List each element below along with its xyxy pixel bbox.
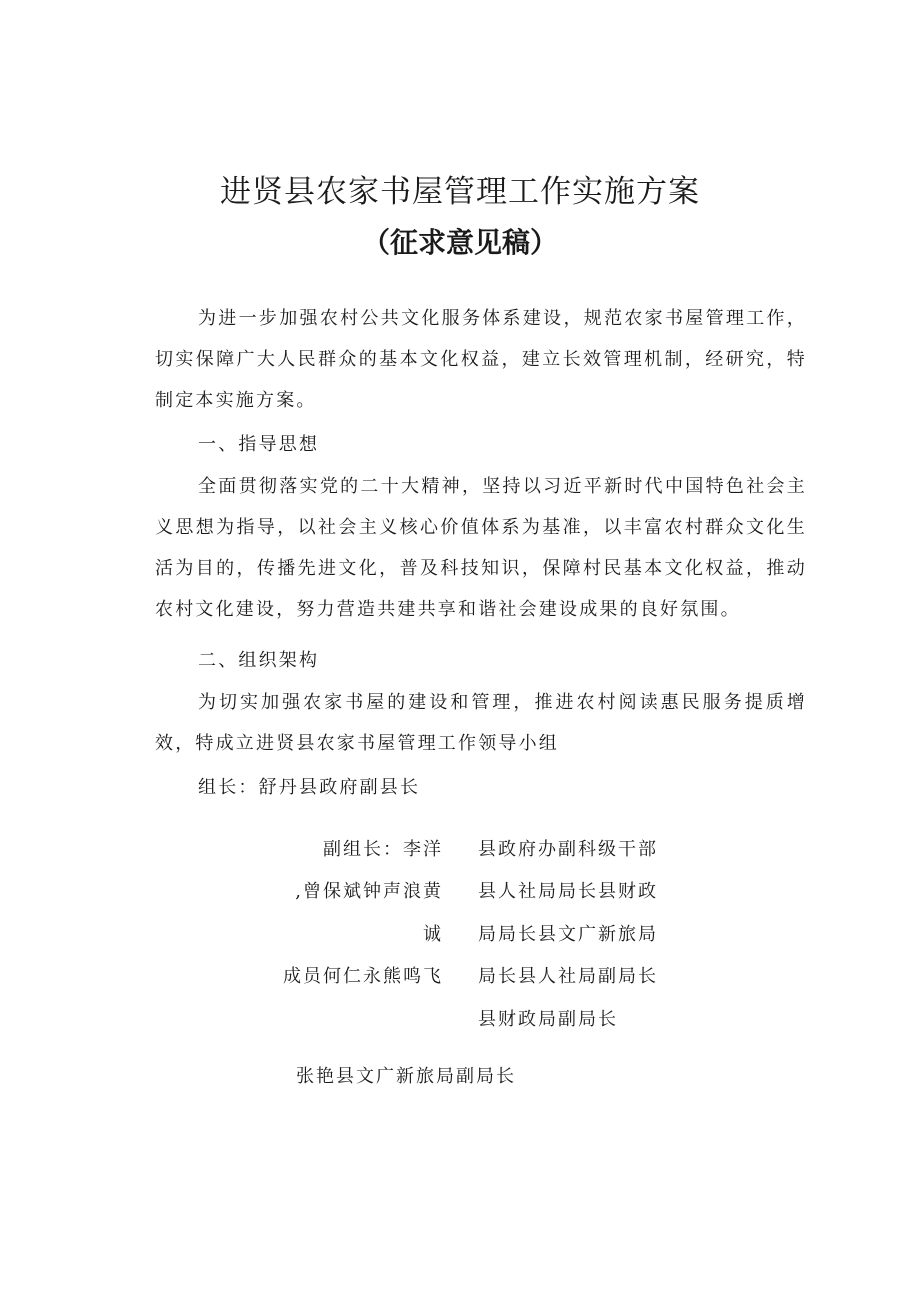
roster-last-member-line: 张艳县文广新旅局副局长 — [296, 1066, 516, 1087]
document-subtitle: （征求意见稿） — [361, 226, 558, 259]
roster-right-line: 县财政局副局长 — [478, 1009, 618, 1030]
intro-paragraph: 为进一步加强农村公共文化服务体系建设，规范农家书屋管理工作，切实保障广大人民群众的基本文化权益，建立长效管理机制，经研究，特制定本实施方案。 — [155, 308, 807, 411]
roster-left-line: ,曾保斌钟声浪黄 — [295, 881, 443, 902]
guiding-ideology-paragraph: 全面贯彻落实党的二十大精神，坚持以习近平新时代中国特色社会主义思想为指导，以社会主义核心价值体系为基准，以丰富农村群众文化生活为目的，传播先进文化，普及科技知识，保障村民基本文化权益，推动农村文化建设，努力营造共建共享和谐社会建设成果的良好氛围。 — [155, 476, 807, 620]
roster-left-line: 诚 — [423, 924, 443, 945]
roster-left-line: 副组长：李洋 — [323, 839, 443, 860]
group-leader-line: 组长：舒丹县政府副县长 — [198, 777, 421, 798]
section-heading-guiding-ideology: 一、指导思想 — [198, 434, 320, 455]
roster-left-line: 成员何仁永熊鸣飞 — [283, 966, 443, 987]
roster-right-line: 局长县人社局副局长 — [478, 966, 658, 987]
roster-right-line: 县人社局局长县财政 — [478, 881, 658, 902]
section-heading-organization: 二、组织架构 — [198, 650, 320, 671]
organization-paragraph: 为切实加强农家书屋的建设和管理，推进农村阅读惠民服务提质增效，特成立进贤县农家书屋管理工作领导小组 — [155, 692, 807, 754]
roster-right-line: 县政府办副科级干部 — [478, 839, 658, 860]
roster-right-line: 局局长县文广新旅局 — [478, 924, 658, 945]
document-title: 进贤县农家书屋管理工作实施方案 — [220, 174, 700, 210]
